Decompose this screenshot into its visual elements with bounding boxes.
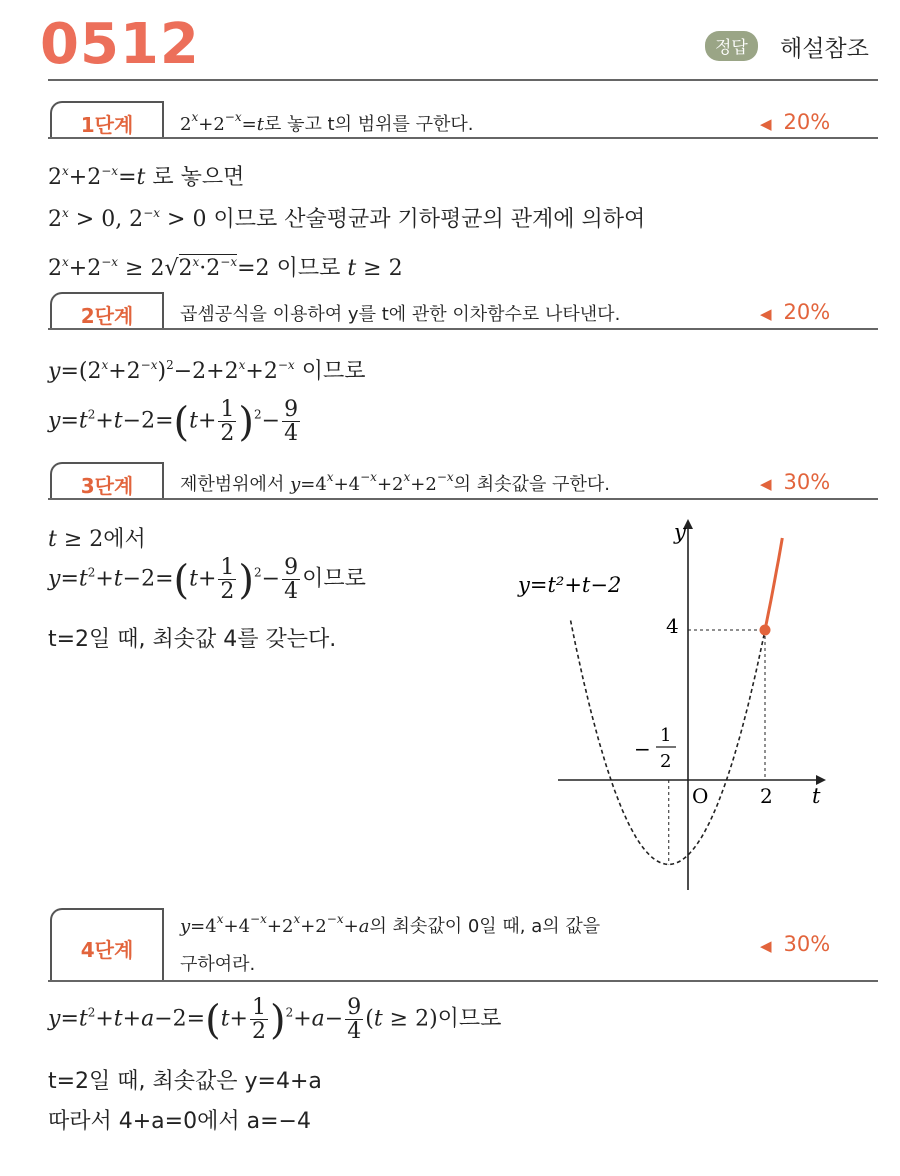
step1-box bbox=[50, 101, 164, 137]
tick-4-label: 4 bbox=[666, 614, 679, 638]
tick-2-label: 2 bbox=[760, 784, 773, 808]
t-axis-label: t bbox=[812, 784, 821, 808]
tick-neg-half-den: 2 bbox=[660, 751, 672, 772]
triangle-left-icon: ◀ bbox=[760, 115, 772, 133]
answer-badge: 정답 bbox=[705, 31, 758, 61]
step4-box bbox=[50, 908, 164, 980]
step2-description: 곱셈공식을 이용하여 y를 t에 관한 이차함수로 나타낸다. bbox=[180, 304, 621, 325]
problem-number: 0512 bbox=[40, 12, 200, 77]
triangle-left-icon: ◀ bbox=[760, 305, 772, 323]
step3-box bbox=[50, 462, 164, 498]
curve-label: y=t²+t−2 bbox=[518, 573, 622, 597]
step4-description-2: 구하여라. bbox=[180, 954, 256, 975]
tick-neg-half-num: 1 bbox=[660, 725, 672, 746]
step3-line2-text: 이므로 bbox=[302, 566, 366, 592]
step4-percent bbox=[760, 932, 830, 956]
step2-line2: $y=t^2+t-2=(t+$ $\frac{1}{2}$ )$^2$− $\frac{9}{4}$ bbox=[48, 397, 299, 447]
step2-line1-text: 이므로 bbox=[301, 359, 366, 384]
parabola-graph bbox=[500, 505, 840, 895]
origin-label: O bbox=[692, 784, 709, 808]
step2-label: 2단계 bbox=[80, 304, 134, 328]
step1-line2-text: 이므로 산술평균과 기하평균의 관계에 의하여 bbox=[213, 207, 646, 232]
step3-desc-a: 제한범위에서 bbox=[180, 474, 285, 495]
step4-desc-b: 의 최솟값이 0일 때, a의 값을 bbox=[369, 916, 601, 937]
step2-percent bbox=[760, 300, 830, 324]
step1-label: 1단계 bbox=[80, 113, 134, 137]
parabola-solid-curve bbox=[765, 538, 782, 630]
step2-percent-value: 20% bbox=[783, 300, 831, 324]
step1-line1: $2^x+2^{-x}=t$ 로 놓으면 bbox=[48, 164, 245, 190]
step3-rule bbox=[48, 498, 878, 500]
step3-desc-b: 의 최솟값을 구한다. bbox=[453, 474, 610, 495]
step1-line1-text: 로 놓으면 bbox=[152, 165, 245, 190]
step1-description: $2^x+2^{-x}=t$로 놓고 t의 범위를 구한다. bbox=[180, 110, 474, 135]
step3-line1-text: 에서 bbox=[103, 527, 146, 552]
step3-percent-value: 30% bbox=[783, 470, 831, 494]
step2-box bbox=[50, 292, 164, 328]
step1-percent bbox=[760, 110, 830, 134]
y-axis-label: y bbox=[674, 520, 686, 544]
step3-line3: t=2일 때, 최솟값 4를 갖는다. bbox=[48, 627, 337, 652]
step4-line2: t=2일 때, 최솟값은 y=4+a bbox=[48, 1069, 322, 1094]
tick-neg-half-sign: − bbox=[634, 737, 651, 761]
step4-description: $y=4^x+4^{-x}+2^x+2^{-x}+a$의 최솟값이 0일 때, a의 값을 bbox=[180, 912, 601, 937]
header-divider bbox=[48, 79, 878, 81]
step1-desc-text: 로 놓고 t의 범위를 구한다. bbox=[263, 114, 474, 135]
step1-percent-value: 20% bbox=[783, 110, 831, 134]
triangle-left-icon: ◀ bbox=[760, 937, 772, 955]
step3-label: 3단계 bbox=[80, 474, 134, 498]
step1-line3: $2^x+2^{-x} \ge 2√2^x\cdot 2^{-x}=2$ 이므로 t ≥ 2 bbox=[48, 255, 403, 281]
step1-line3-text: 이므로 bbox=[276, 256, 341, 281]
step4-line1: $y=t^2+t+a-2=(t+$ $\frac{1}{2}$ )$^2$+a− $\frac{9}{4}$ (t ≥ 2)이므로 bbox=[48, 995, 502, 1045]
step4-label: 4단계 bbox=[80, 938, 134, 962]
step1-line2: $2^x > 0$, $2^{-x} > 0$ 이므로 산술평균과 기하평균의 관계에 의하여 bbox=[48, 206, 646, 232]
triangle-left-icon: ◀ bbox=[760, 475, 772, 493]
step2-rule bbox=[48, 328, 878, 330]
step2-line1: $y=(2^x+2^{-x})^2-2+2^x+2^{-x}$ 이므로 bbox=[48, 358, 366, 384]
step3-description: 제한범위에서 $y=4^x+4^{-x}+2^x+2^{-x}$의 최솟값을 구한다. bbox=[180, 470, 610, 495]
step4-line1-text: 이므로 bbox=[437, 1006, 502, 1032]
step3-percent bbox=[760, 470, 830, 494]
step3-line2: $y=t^2+t-2=(t+$ $\frac{1}{2}$ )$^2$− $\frac{9}{4}$ 이므로 bbox=[48, 555, 366, 605]
answer-reference: 해설참조 bbox=[780, 36, 869, 62]
step4-rule bbox=[48, 980, 878, 982]
step3-line1: t ≥ 2에서 bbox=[48, 527, 146, 552]
step4-percent-value: 30% bbox=[783, 932, 831, 956]
step1-rule bbox=[48, 137, 878, 139]
step4-line3: 따라서 4+a=0에서 a=−4 bbox=[48, 1109, 311, 1134]
minimum-point bbox=[760, 625, 771, 636]
